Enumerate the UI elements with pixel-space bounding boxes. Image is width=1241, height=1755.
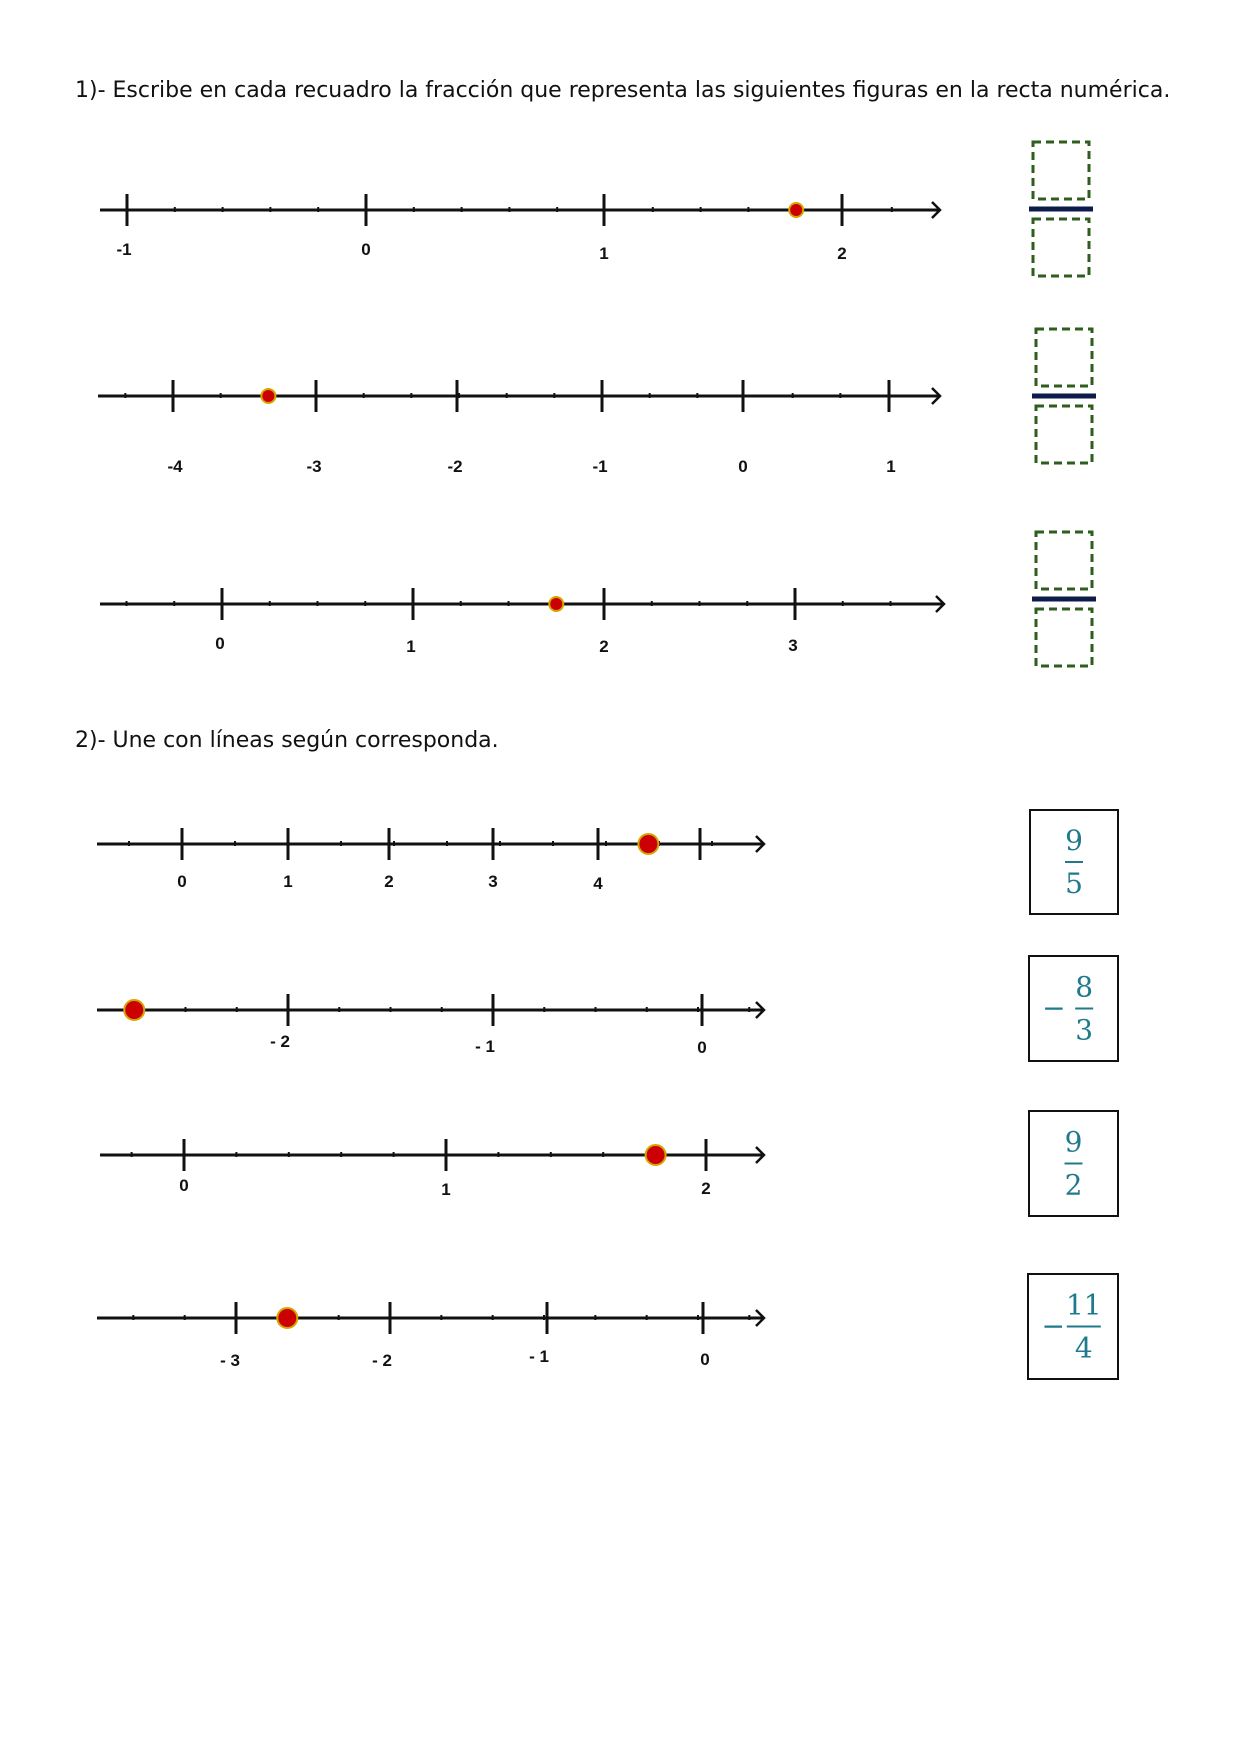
denominator-answer-box bbox=[1033, 219, 1089, 276]
tick-label: - 3 bbox=[220, 1351, 240, 1370]
point-marker bbox=[277, 1308, 297, 1328]
fraction-numerator: 11 bbox=[1065, 1288, 1102, 1322]
point-marker bbox=[549, 597, 563, 611]
fraction-answer-box bbox=[1029, 142, 1093, 276]
numerator-answer-box bbox=[1033, 142, 1089, 199]
tick-label: 1 bbox=[441, 1180, 451, 1199]
tick-label: 3 bbox=[788, 636, 798, 655]
tick-label: 0 bbox=[697, 1038, 707, 1057]
point-marker bbox=[789, 203, 803, 217]
tick-label: 0 bbox=[361, 240, 371, 259]
tick-label: 3 bbox=[488, 872, 498, 891]
fraction-denominator: 4 bbox=[1074, 1331, 1093, 1365]
tick-label: 0 bbox=[215, 634, 225, 653]
point-marker bbox=[646, 1145, 666, 1165]
tick-label: 0 bbox=[738, 457, 748, 476]
fraction-numerator: 9 bbox=[1064, 1125, 1083, 1159]
fraction-denominator: 3 bbox=[1075, 1013, 1094, 1047]
denominator-answer-box bbox=[1036, 609, 1092, 666]
fraction-card bbox=[1029, 1111, 1118, 1216]
tick-label: - 1 bbox=[475, 1037, 495, 1056]
fraction-card bbox=[1030, 810, 1118, 914]
line5-number-line bbox=[97, 994, 764, 1057]
tick-label: - 2 bbox=[270, 1032, 290, 1051]
tick-label: 1 bbox=[406, 637, 416, 656]
line2-number-line bbox=[98, 380, 940, 476]
line1-number-line bbox=[100, 194, 940, 263]
tick-label: 2 bbox=[384, 872, 394, 891]
section1-title: 1)- Escribe en cada recuadro la fracción que representa las siguientes figuras en la recta numérica. bbox=[75, 78, 1171, 103]
tick-label: 2 bbox=[837, 244, 847, 263]
tick-label: 4 bbox=[593, 874, 603, 893]
fraction-card bbox=[1029, 956, 1118, 1061]
numerator-answer-box bbox=[1036, 329, 1092, 386]
tick-label: 2 bbox=[599, 637, 609, 656]
tick-label: 1 bbox=[599, 244, 609, 263]
fraction-denominator: 2 bbox=[1064, 1168, 1083, 1202]
fraction-sign: − bbox=[1041, 1309, 1065, 1343]
line6-number-line bbox=[100, 1139, 764, 1199]
fraction-sign: − bbox=[1042, 991, 1066, 1025]
point-marker bbox=[261, 389, 275, 403]
tick-label: -1 bbox=[116, 240, 132, 259]
tick-label: -1 bbox=[592, 457, 608, 476]
line4-number-line bbox=[97, 828, 764, 893]
numerator-answer-box bbox=[1036, 532, 1092, 589]
line3-number-line bbox=[100, 588, 944, 656]
tick-label: - 2 bbox=[372, 1351, 392, 1370]
fraction-numerator: 9 bbox=[1065, 824, 1083, 857]
tick-label: -4 bbox=[167, 457, 183, 476]
point-marker bbox=[124, 1000, 144, 1020]
section2-title: 2)- Une con líneas según corresponda. bbox=[75, 728, 499, 753]
fraction-denominator: 5 bbox=[1065, 867, 1083, 900]
tick-label: -2 bbox=[447, 457, 463, 476]
fraction-answer-box bbox=[1032, 532, 1096, 666]
point-marker bbox=[638, 834, 658, 854]
fraction-numerator: 8 bbox=[1075, 970, 1094, 1004]
line7-number-line bbox=[97, 1302, 764, 1370]
fraction-card bbox=[1028, 1274, 1118, 1379]
fraction-answer-box bbox=[1032, 329, 1096, 463]
tick-label: 0 bbox=[179, 1176, 189, 1195]
tick-label: 1 bbox=[886, 457, 896, 476]
tick-label: 1 bbox=[283, 872, 293, 891]
tick-label: 0 bbox=[700, 1350, 710, 1369]
tick-label: -3 bbox=[306, 457, 322, 476]
tick-label: - 1 bbox=[529, 1347, 549, 1366]
tick-label: 2 bbox=[701, 1179, 711, 1198]
tick-label: 0 bbox=[177, 872, 187, 891]
denominator-answer-box bbox=[1036, 406, 1092, 463]
